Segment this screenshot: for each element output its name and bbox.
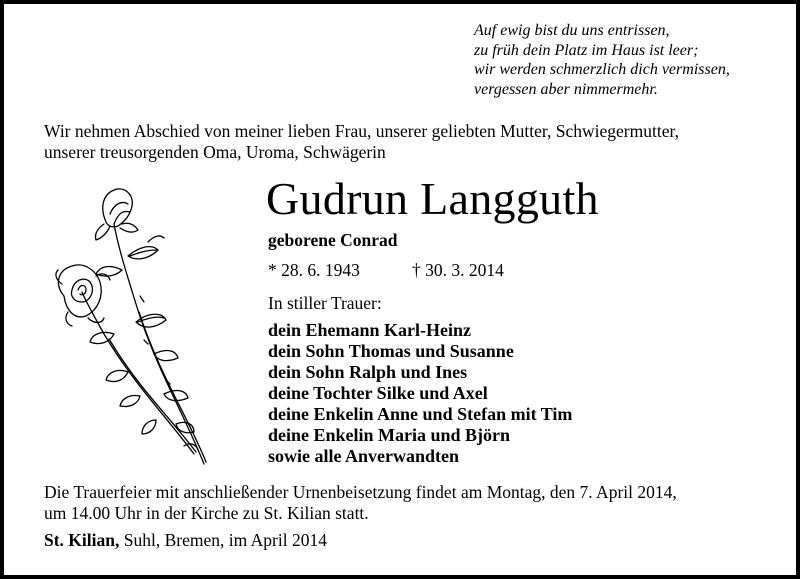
mourner-entry: dein Sohn Thomas und Susanne	[268, 341, 514, 361]
birth-date: * 28. 6. 1943	[268, 260, 360, 280]
death-date: † 30. 3. 2014	[412, 260, 504, 280]
place-and-date	[44, 530, 327, 551]
mourners-list	[268, 320, 572, 467]
mourner-entry: deine Enkelin Anne und Stefan mit Tim	[268, 404, 573, 424]
mourning-heading: In stiller Trauer:	[268, 293, 382, 313]
poem-line: vergessen aber nimmermehr.	[474, 80, 658, 98]
poem-line: wir werden schmerzlich dich vermissen,	[474, 61, 730, 78]
mourner-entry: dein Sohn Ralph und Ines	[268, 362, 468, 382]
funeral-info	[44, 482, 784, 524]
intro-line: Wir nehmen Abschied von meiner lieben Frau, unserer geliebten Mutter, Schwiegermutter,	[44, 121, 679, 141]
funeral-line: Die Trauerfeier mit anschließender Urnenbeisetzung findet am Montag, den 7. April 2014,	[44, 482, 677, 502]
intro-line: unserer treusorgenden Oma, Uroma, Schwägerin	[44, 142, 386, 162]
deceased-name: Gudrun Langguth	[266, 173, 599, 224]
funeral-line: um 14.00 Uhr in der Kirche zu St. Kilian statt.	[44, 503, 369, 523]
poem-line: Auf ewig bist du uns entrissen,	[474, 22, 670, 39]
poem-line: zu früh dein Platz im Haus ist leer;	[474, 41, 699, 59]
mourner-entry: sowie alle Anverwandten	[268, 446, 459, 466]
place-name: St. Kilian,	[44, 530, 120, 550]
place-rest: Suhl, Bremen, im April 2014	[119, 530, 327, 550]
life-dates	[268, 260, 504, 281]
farewell-intro	[44, 121, 784, 163]
rose-icon	[44, 184, 219, 469]
mourner-entry: deine Enkelin Maria und Björn	[268, 425, 511, 445]
mourner-entry: dein Ehemann Karl-Heinz	[268, 320, 472, 340]
memorial-poem	[474, 21, 784, 99]
mourner-entry: deine Tochter Silke und Axel	[268, 383, 488, 403]
maiden-name: geborene Conrad	[268, 230, 398, 250]
